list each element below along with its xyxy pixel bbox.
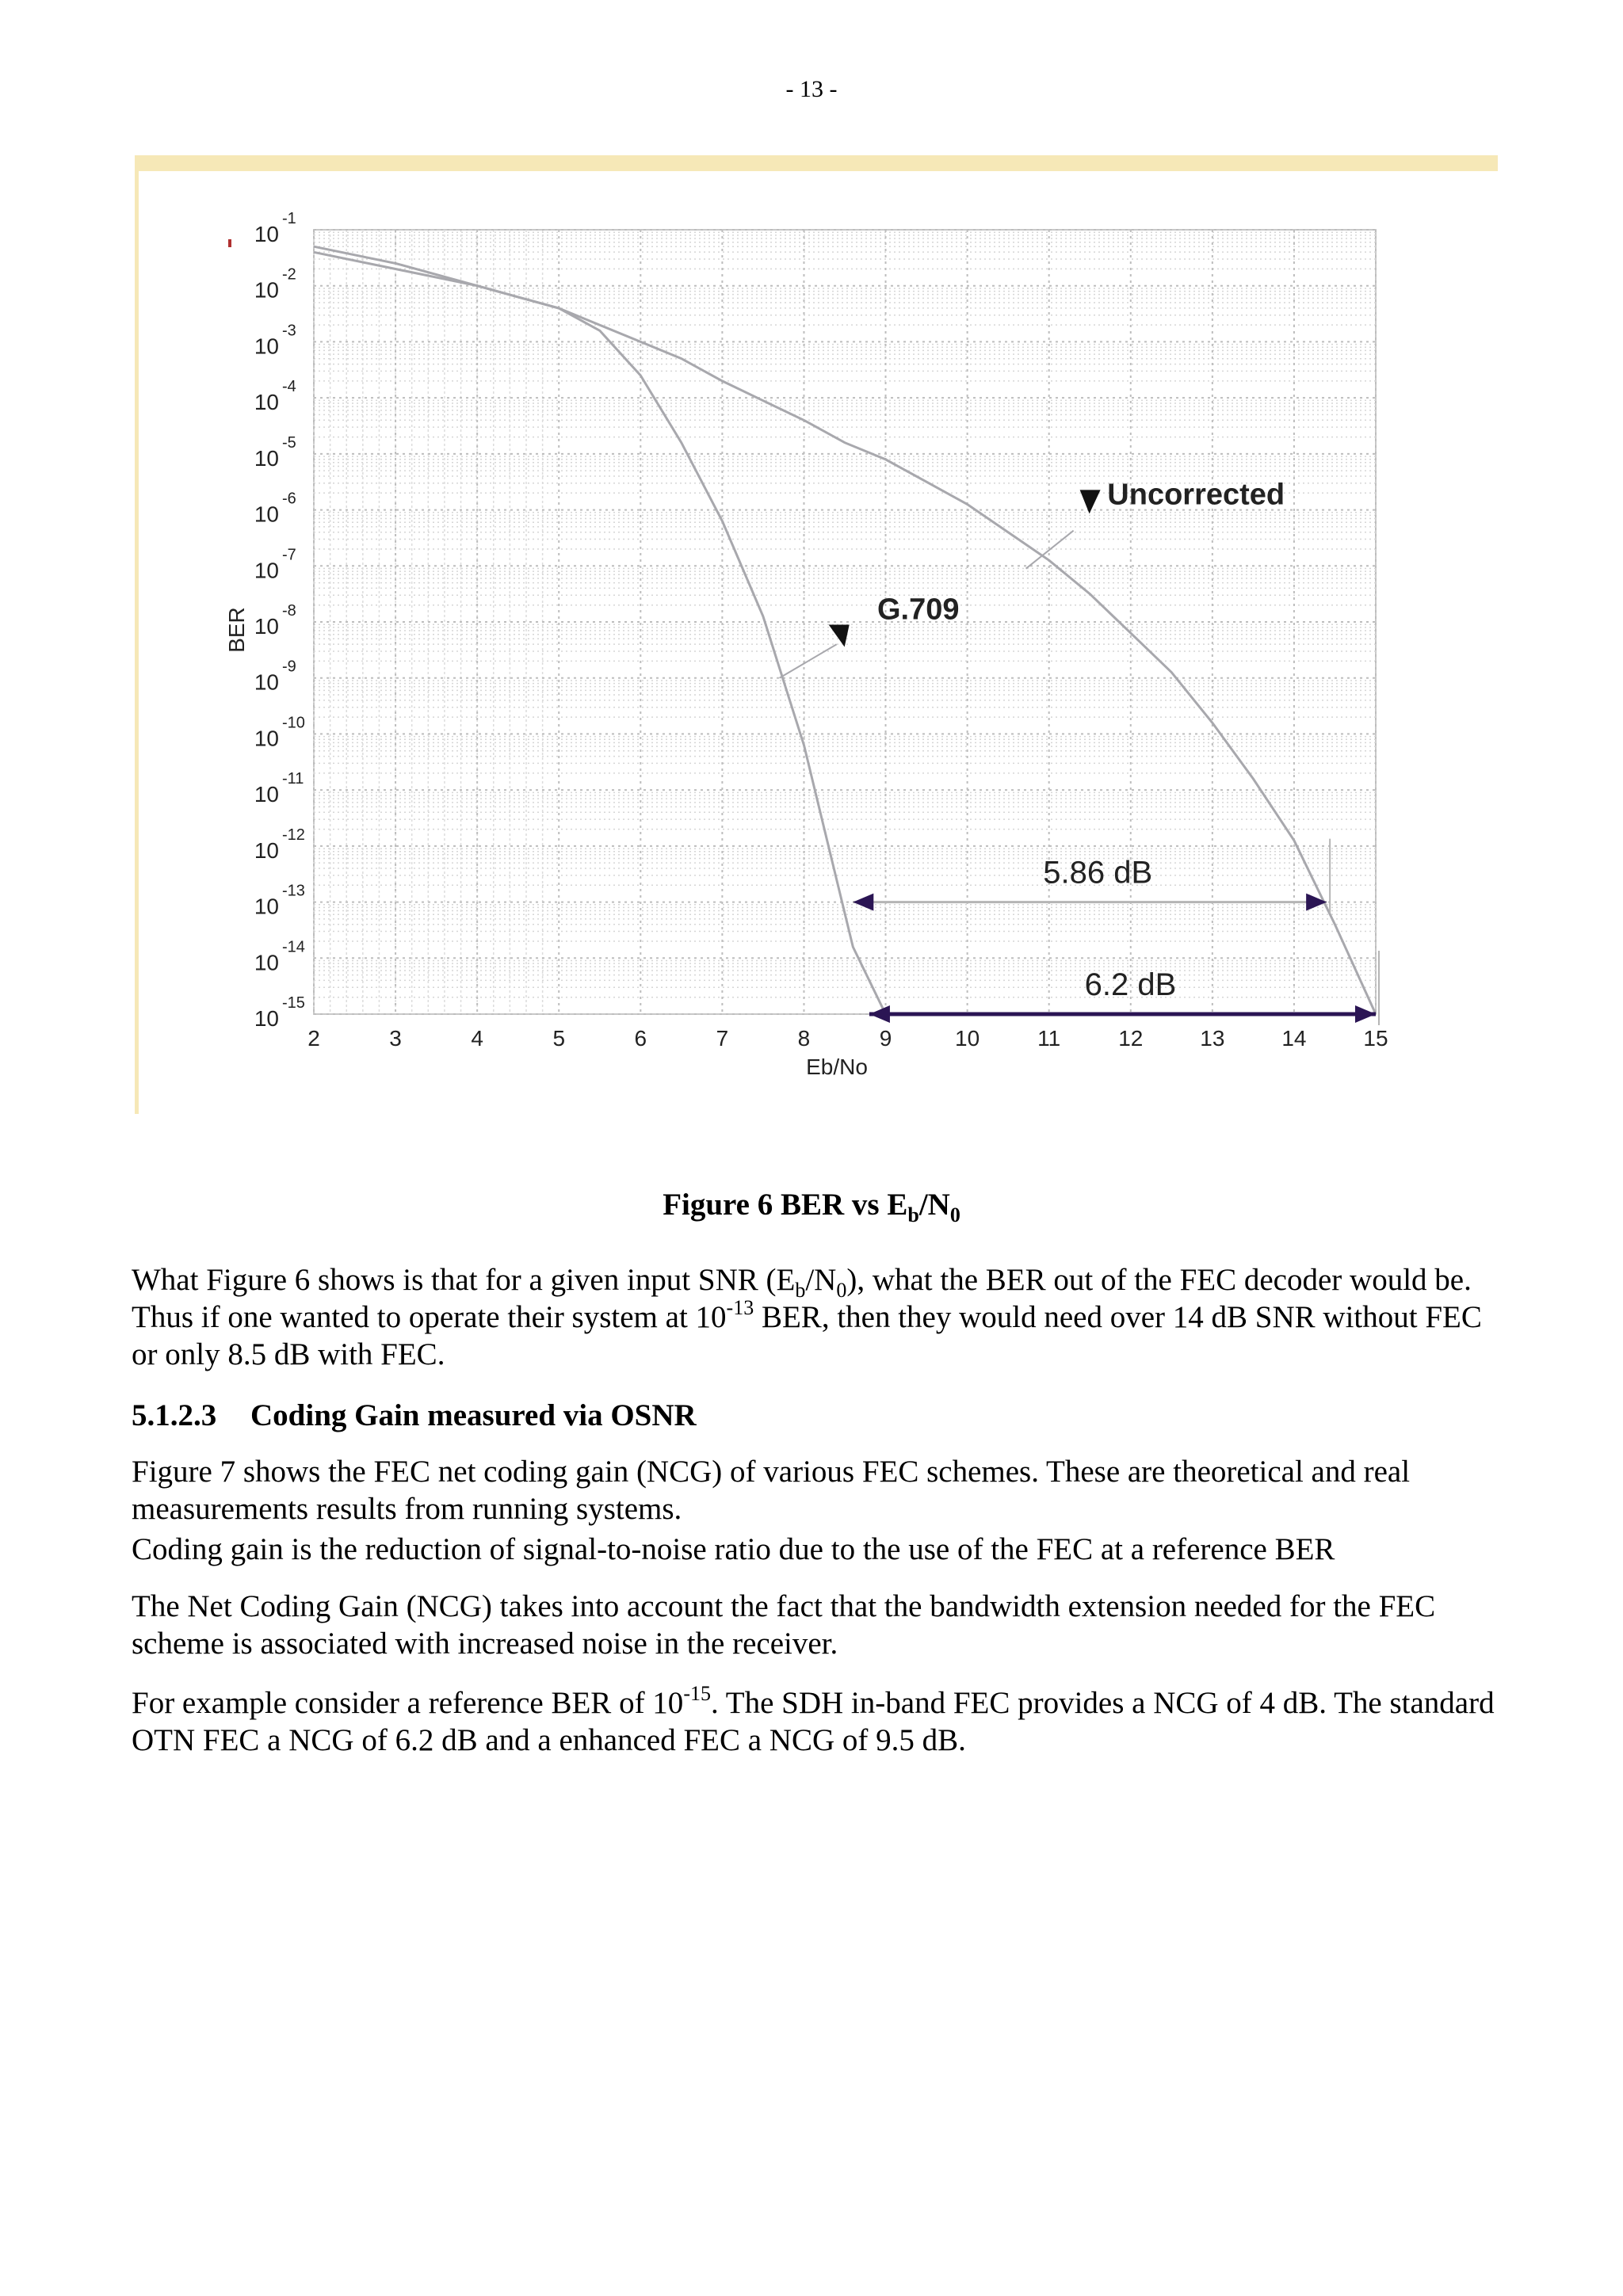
y-tick-label: 10 [254,894,279,919]
x-tick-label: 2 [307,1026,320,1051]
y-tick-exponent: -14 [282,938,305,956]
y-tick-label: 10 [254,782,279,807]
y-axis-label: BER [224,607,249,653]
y-tick-exponent: -5 [282,433,296,452]
y-tick-exponent: -10 [282,714,305,732]
x-tick-label: 11 [1037,1026,1061,1051]
y-tick-label: 10 [254,950,279,975]
x-tick-label: 8 [797,1026,811,1051]
g709-label: G.709 [877,593,960,627]
x-tick-label: 15 [1363,1026,1388,1051]
paragraph-ncg: The Net Coding Gain (NCG) takes into account the fact that the bandwidth extension needed for the FEC scheme is associated with increased noise in the receiver. [132,1589,1436,1661]
y-tick-exponent: -1 [282,210,296,227]
y-tick-exponent: -11 [282,770,304,788]
uncorrected-label: Uncorrected [1107,478,1285,512]
y-tick-label: 10 [254,502,279,527]
y-tick-label: 10 [254,445,279,471]
y-tick-exponent: -7 [282,546,296,564]
y-tick-label: 10 [254,837,279,863]
x-tick-label: 13 [1200,1026,1225,1051]
y-tick-label: 10 [254,222,279,246]
x-tick-label: 14 [1281,1026,1307,1051]
paragraph-figure6-explanation: What Figure 6 shows is that for a given input SNR $(E_b/N_0)$, what the BER out of the FEC decoder would be. Thus if one wanted to operate their system at $10^{-13}$ BER, then they would need over 14 dB SNR without FEC or only 8.5 dB with FEC. [132,1263,1482,1371]
x-tick-label: 7 [716,1026,729,1051]
y-tick-exponent: -2 [282,265,296,284]
y-tick-exponent: -6 [282,490,296,508]
y-tick-label: 10 [254,390,279,415]
y-tick-exponent: -3 [282,322,296,340]
y-tick-exponent: -12 [282,826,305,844]
x-tick-label: 9 [879,1026,892,1051]
x-tick-label: 6 [634,1026,647,1051]
y-tick-label: 10 [254,726,279,751]
paragraph-coding-gain: Coding gain is the reduction of signal-to-noise ratio due to the use of the FEC at a reference BER [132,1532,1335,1566]
y-tick-exponent: -13 [282,882,305,900]
paragraph-example: For example consider a reference BER of $10^{-15}$. The SDH in-band FEC provides a NCG of 4 dB. The standard OTN FEC a NCG of 6.2 dB and a enhanced FEC a NCG of 9.5 dB. [132,1682,1495,1757]
figure-caption: Figure 6 BER vs $E_b/N_0$ [663,1188,960,1226]
x-tick-label: 4 [471,1026,483,1051]
x-tick-label: 5 [552,1026,566,1051]
x-axis-label: Eb/No [806,1055,868,1079]
page-number: - 13 - [785,76,838,102]
y-tick-label: 10 [254,334,279,359]
gain-label-2: 6.2 dB [1084,967,1177,1002]
gain-label-1: 5.86 dB [1043,855,1153,891]
y-tick-exponent: -9 [282,658,296,676]
y-tick-label: 10 [254,277,279,303]
section-heading [132,1398,697,1433]
x-tick-label: 12 [1118,1026,1144,1051]
ber-chart [0,0,1623,1125]
x-tick-label: 3 [389,1026,402,1051]
section-number: 5.1.2.3 [132,1398,217,1432]
corner-mark [228,239,231,247]
y-tick-label: 10 [254,558,279,583]
y-tick-exponent: -15 [282,994,305,1012]
x-tick-label: 10 [955,1026,980,1051]
y-tick-exponent: -4 [282,378,296,396]
y-tick-label: 10 [254,669,279,695]
paragraph-figure7: Figure 7 shows the FEC net coding gain (NCG) of various FEC schemes. These are theoretical and real measurements results from running systems. [132,1455,1411,1526]
y-tick-label: 10 [254,614,279,639]
y-tick-exponent: -8 [282,602,296,620]
y-tick-label: 10 [254,1006,279,1031]
section-title: Coding Gain measured via OSNR [250,1398,697,1432]
